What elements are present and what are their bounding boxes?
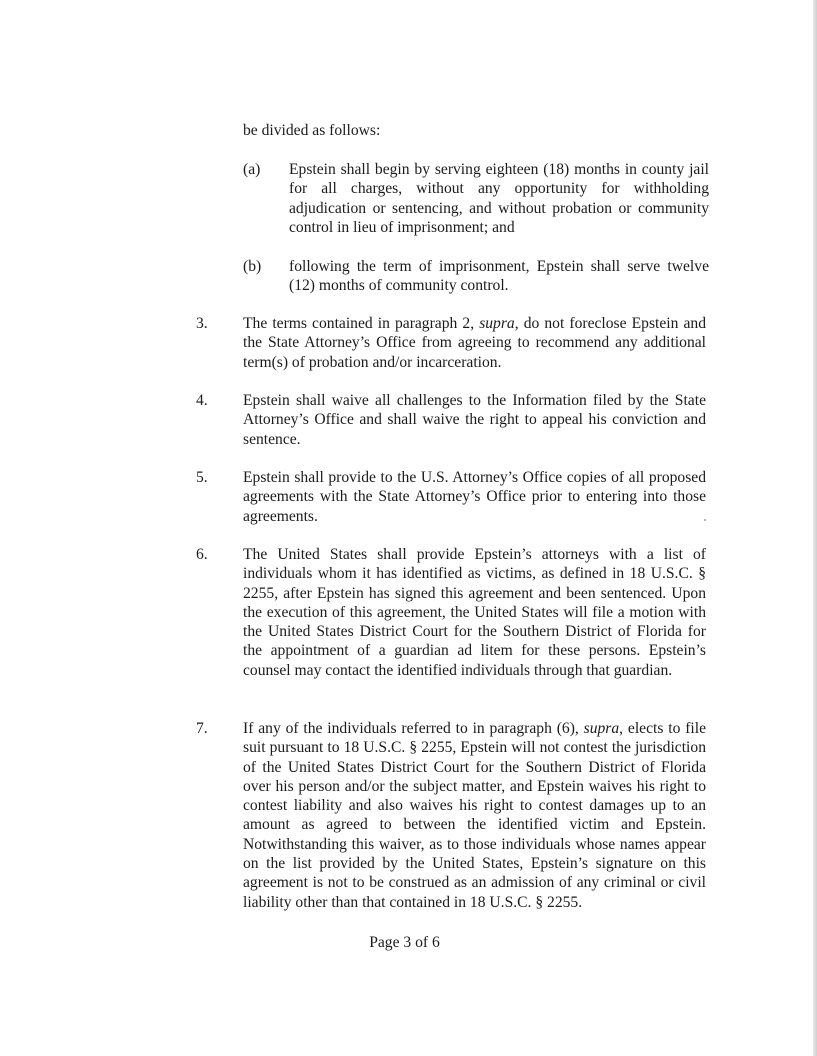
paragraph-5 [196, 468, 716, 526]
paragraph-text [243, 719, 706, 912]
paragraph-number: 4. [196, 392, 208, 409]
paragraph-6 [196, 545, 716, 680]
intro-text: be divided as follows: [243, 122, 381, 139]
supra-italic: supra [479, 315, 515, 332]
scan-speck [704, 519, 706, 521]
page-footer [0, 933, 817, 952]
paragraph-text: Epstein shall provide to the U.S. Attorney’s Office copies of all proposed agreements with the State Attorney’s Office prior to entering into those agreements. [243, 469, 706, 525]
paragraph-number: 6. [196, 546, 208, 563]
paragraph-3 [196, 314, 716, 372]
paragraph-text: The United States shall provide Epstein’s attorneys with a list of individuals whom it has identified as victims, as defined in 18 U.S.C. § 2255, after Epstein has signed this agreement and been sentenced. Upon the execution of this agreement, the United States will file a motion with the United States District Court for the Southern District of Florida for the appointment of a guardian ad litem for these persons. Epstein’s counsel may contact the identified individuals through that guardian. [243, 546, 706, 679]
sub-item-label: (a) [243, 161, 261, 178]
paragraph-text: Epstein shall waive all challenges to the Information filed by the State Attorney’s Office and shall waive the right to appeal his conviction and sentence. [243, 392, 706, 448]
paragraph-text-part: The terms contained in paragraph 2, [243, 315, 480, 332]
sub-item-b [243, 257, 713, 296]
paragraph-text [243, 314, 706, 372]
paragraph-text-part: If any of the individuals referred to in paragraph (6), [243, 720, 584, 737]
paragraph-number: 7. [196, 720, 208, 737]
paragraph-text-part: , do not foreclose Epstein and the State Attorney’s Office from agreeing to recommend any additional term(s) of probation and/or incarceration. [243, 315, 706, 371]
sub-item-text: following the term of imprisonment, Epstein shall serve twelve (12) months of community control. [289, 258, 709, 295]
paragraph-number: 3. [196, 315, 208, 332]
sub-item-text: Epstein shall begin by serving eighteen (18) months in county jail for all charges, without any opportunity for withholding adjudication or sentencing, and without probation or community control in lieu of imprisonment; and [289, 161, 709, 236]
paragraph-4 [196, 391, 716, 449]
page-number: Page 3 of 6 [369, 934, 440, 951]
paragraph-number: 5. [196, 469, 208, 486]
sub-item-a [243, 160, 713, 237]
paragraph-text-part: , elects to file suit pursuant to 18 U.S.C. § 2255, Epstein will not contest the jurisdiction of the United States District Court for the Southern District of Florida over his person and/or the subject matter, and Epstein waives his right to contest liability and also waives his right to contest damages up to an amount as agreed to between the identified victim and Epstein. Notwithstanding this waiver, as to those individuals whose names appear on the list provided by the United States, Epstein’s signature on this agreement is not to be construed as an admission of any criminal or civil liability other than that contained in 18 U.S.C. § 2255. [243, 720, 706, 911]
paragraph-7 [196, 719, 716, 912]
page-edge-shadow [813, 0, 817, 1056]
supra-italic: supra [583, 720, 620, 737]
sub-item-label: (b) [243, 258, 262, 275]
